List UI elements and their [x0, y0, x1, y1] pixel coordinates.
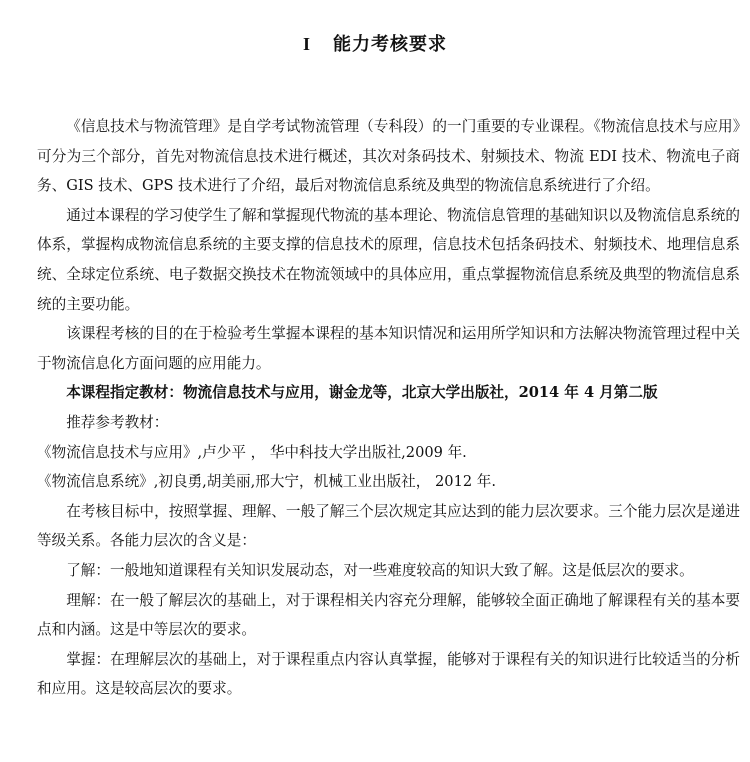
paragraph-level-master: 掌握：在理解层次的基础上，对于课程重点内容认真掌握，能够对于课程有关的知识进行比较适当的分析和应用。这是较高层次的要求。: [37, 650, 740, 698]
page-title: [0, 30, 750, 56]
paragraph-references-heading: 推荐参考教材：: [66, 413, 169, 431]
reference-item-1: 《物流信息技术与应用》,卢少平 ， 华中科技大学出版社,2009 年.: [37, 443, 467, 461]
paragraph-exam-purpose: 该课程考核的目的在于检验考生掌握本课程的基本知识情况和运用所学知识和方法解决物流管理过程中关于物流信息化方面问题的应用能力。: [37, 325, 740, 372]
paragraph-level-comprehend: 理解：在一般了解层次的基础上，对于课程相关内容充分理解，能够较全面正确地了解课程有关的基本要点和内涵。这是中等层次的要求。: [37, 591, 740, 639]
paragraph-level-understand-basic: 了解：一般地知道课程有关知识发展动态，对一些难度较高的知识大致了解。这是低层次的要求。: [66, 561, 694, 579]
paragraph-course-intro: 《信息技术与物流管理》是自学考试物流管理（专科段）的一门重要的专业课程。《物流信息技术与应用》可分为三个部分，首先对物流信息技术进行概述，其次对条码技术、射频技术、物流 EDI 技术、物流电子商务、GIS 技术、GPS 技术进行了介绍，最后对物流信息系统及典型的物流信息系统进行了介绍。: [37, 118, 740, 195]
reference-item-2: 《物流信息系统》,初良勇,胡美丽,邢大宁，机械工业出版社， 2012 年.: [37, 473, 497, 491]
section-number: I: [302, 34, 311, 54]
paragraph-learning-goals: 通过本课程的学习使学生了解和掌握现代物流的基本理论、物流信息管理的基础知识以及物流信息系统的体系，掌握构成物流信息系统的主要支撑的信息技术的原理，信息技术包括条码技术、射频技术、地理信息系统、全球定位系统、电子数据交换技术在物流领域中的具体应用，重点掌握物流信息系统及典型的物流信息系统的主要功能。: [37, 206, 740, 313]
section-title-text: 能力考核要求: [333, 34, 447, 55]
document-body: [37, 112, 740, 704]
paragraph-designated-textbook: 本课程指定教材：物流信息技术与应用，谢金龙等，北京大学出版社，2014 年 4 月第二版: [66, 384, 658, 402]
paragraph-ability-levels: 在考核目标中，按照掌握、理解、一般了解三个层次规定其应达到的能力层次要求。三个能力层次是递进等级关系。各能力层次的含义是：: [37, 502, 740, 550]
